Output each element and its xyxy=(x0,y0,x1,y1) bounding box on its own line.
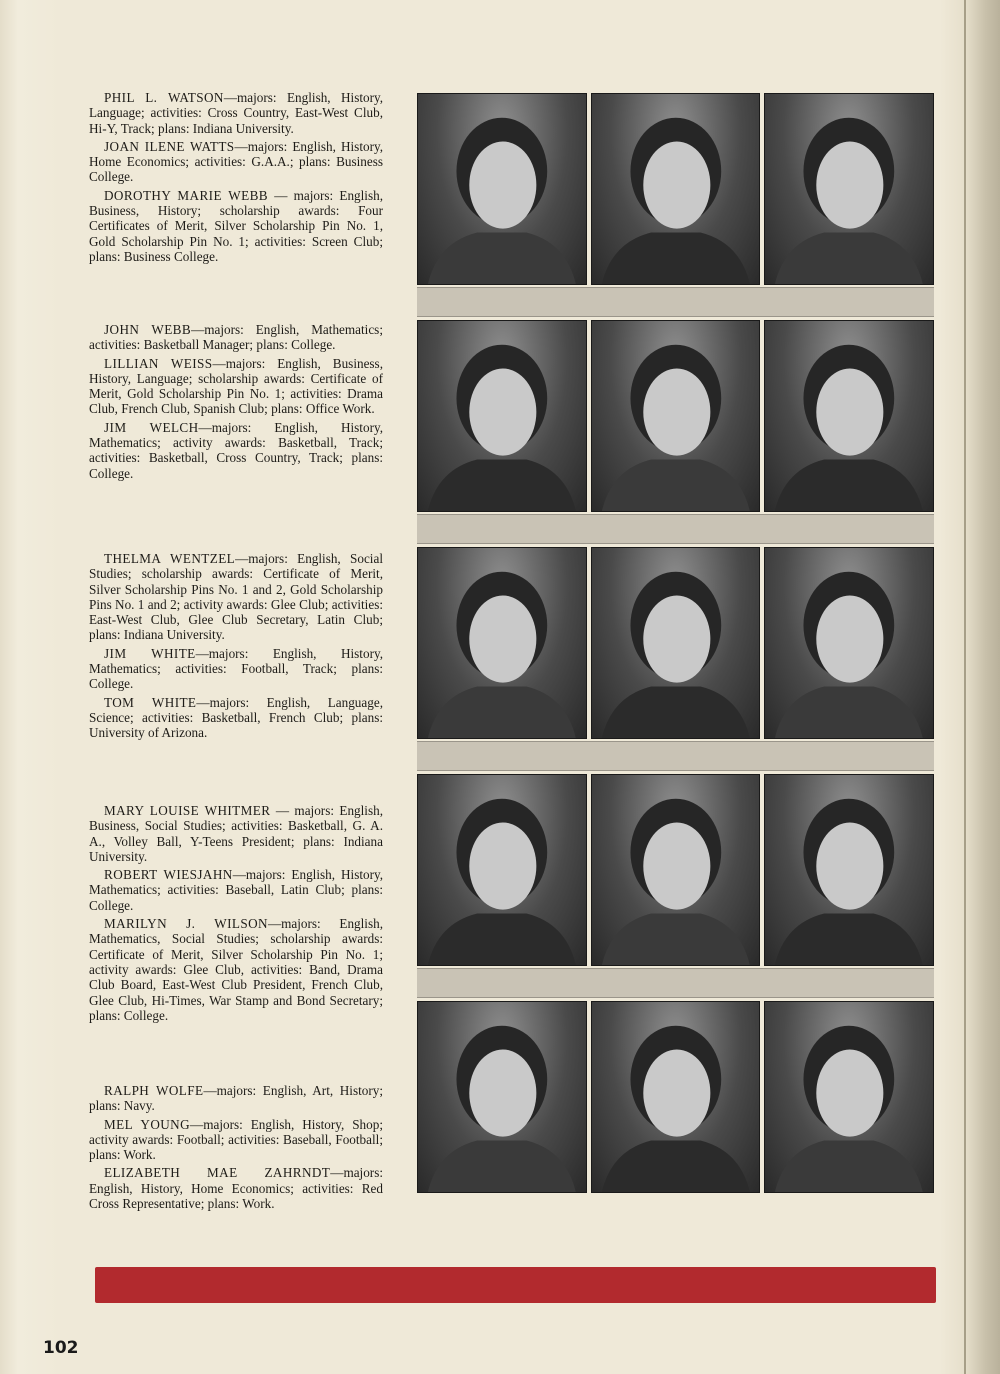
binding-edge xyxy=(964,0,966,1374)
student-details: —majors: English, History, Home Economics; activities: G.A.A.; plans: Business College. xyxy=(89,138,383,185)
student-entry xyxy=(89,420,383,481)
student-portrait xyxy=(764,93,934,285)
student-name: JIM WELCH xyxy=(104,419,199,435)
student-entry xyxy=(89,695,383,741)
student-details: — majors: English, Business, Social Studies; activities: Basketball, G. A. A., Volley Ball, Y-Teens President; plans: Indiana University. xyxy=(89,803,383,864)
student-name: THELMA WENTZEL xyxy=(104,551,236,566)
student-portrait xyxy=(764,774,934,966)
caption-band xyxy=(417,741,934,771)
student-entry xyxy=(89,356,383,417)
student-portrait xyxy=(417,320,587,512)
student-portrait xyxy=(417,93,587,285)
student-name: MEL YOUNG xyxy=(104,1116,191,1132)
student-entry xyxy=(89,188,383,264)
student-portrait xyxy=(417,1001,587,1193)
student-name: LILLIAN WEISS xyxy=(104,355,213,371)
portrait-silhouette xyxy=(765,548,933,738)
decorative-red-bar xyxy=(95,1267,936,1303)
student-portrait xyxy=(591,1001,761,1193)
student-portrait xyxy=(764,547,934,739)
entry-group-1 xyxy=(89,90,383,267)
student-entry xyxy=(89,90,383,136)
student-details: —majors: English, History, Mathematics; activities: Football, Track; plans: College. xyxy=(89,645,383,692)
portrait-silhouette xyxy=(765,1002,933,1192)
student-details: —majors: English, Art, History; plans: Navy. xyxy=(89,1083,384,1114)
student-name: MARY LOUISE WHITMER xyxy=(104,803,271,818)
student-name: ELIZABETH MAE ZAHRNDT xyxy=(104,1165,331,1181)
caption-band xyxy=(417,968,934,998)
student-name: PHIL L. WATSON xyxy=(104,90,224,105)
student-portrait xyxy=(591,320,761,512)
student-name: ROBERT WIESJAHN xyxy=(104,867,233,883)
student-name: JOHN WEBB xyxy=(104,322,192,337)
student-name: JIM WHITE xyxy=(104,645,196,661)
student-details: —majors: English, Language, Science; activities: Basketball, French Club; plans: University of Arizona. xyxy=(89,694,383,741)
portrait-silhouette xyxy=(418,775,586,965)
student-portrait xyxy=(764,320,934,512)
student-portrait xyxy=(591,774,761,966)
student-entry xyxy=(89,1117,383,1163)
portrait-silhouette xyxy=(418,548,586,738)
student-entry xyxy=(89,139,383,185)
student-entry xyxy=(89,1083,383,1114)
portrait-silhouette xyxy=(418,94,586,284)
page-number: 102 xyxy=(43,1338,79,1358)
portrait-silhouette xyxy=(765,775,933,965)
entry-group-4 xyxy=(89,803,383,1026)
student-name: DOROTHY MARIE WEBB xyxy=(104,187,268,203)
student-entry xyxy=(89,803,383,864)
student-details: —majors: English, Mathematics, Social Studies; scholarship awards: Certificate of Merit, Silver Scholarship Pin No. 1; activity awards: Glee Club, activities: Band, Drama Club Board, East-West Club President, French Club, Glee Club, Hi-Times, War Stamp and Bond Secretary; plans: College. xyxy=(89,916,383,1023)
student-details: —majors: English, History, Home Economics; activities: Red Cross Representative; plans: Work. xyxy=(89,1165,383,1212)
caption-band xyxy=(417,514,934,544)
student-portrait xyxy=(591,93,761,285)
student-entry xyxy=(89,1165,383,1211)
student-details: —majors: English, History, Shop; activity awards: Football; activities: Baseball, Football; plans: Work. xyxy=(89,1116,383,1163)
student-portrait xyxy=(417,774,587,966)
student-details: —majors: English, History, Mathematics; activity awards: Basketball, Track; activities: Basketball, Cross Country, Track; plans: College. xyxy=(89,419,383,481)
student-entry xyxy=(89,646,383,692)
student-name: JOAN ILENE WATTS xyxy=(104,138,235,154)
portrait-silhouette xyxy=(592,321,760,511)
student-details: —majors: English, History, Mathematics; activities: Baseball, Latin Club; plans: College. xyxy=(89,867,384,913)
student-name: RALPH WOLFE xyxy=(104,1083,204,1098)
entry-group-3 xyxy=(89,551,383,744)
student-details: —majors: English, Business, History, Language; scholarship awards: Certificate of Merit, Gold Scholarship Pin No. 1; activities: Drama Club, French Club, Spanish Club; plans: Office Work. xyxy=(89,355,383,417)
portrait-silhouette xyxy=(418,321,586,511)
portrait-silhouette xyxy=(765,321,933,511)
student-entry xyxy=(89,322,383,353)
entry-group-2 xyxy=(89,322,383,484)
student-details: —majors: English, Mathematics; activities: Basketball Manager; plans: College. xyxy=(89,322,383,353)
student-portrait xyxy=(417,547,587,739)
student-name: TOM WHITE xyxy=(104,694,197,710)
portrait-silhouette xyxy=(592,94,760,284)
student-details: —majors: English, History, Language; activities: Cross Country, East-West Club, Hi-Y, Track; plans: Indiana University. xyxy=(89,90,384,136)
student-details: — majors: English, Business, History; scholarship awards: Four Certificates of Merit, Silver Scholarship Pin No. 1, Gold Scholarship Pin No. 1; activities: Screen Club; plans: Business College. xyxy=(89,187,383,264)
student-name: MARILYN J. WILSON xyxy=(104,916,268,932)
entry-group-5 xyxy=(89,1083,383,1214)
student-portrait xyxy=(764,1001,934,1193)
portrait-silhouette xyxy=(592,1002,760,1192)
portrait-silhouette xyxy=(592,548,760,738)
student-portrait xyxy=(591,547,761,739)
caption-band xyxy=(417,287,934,317)
student-entry xyxy=(89,916,383,1023)
student-details: —majors: English, Social Studies; scholarship awards: Certificate of Merit, Silver Scholarship Pins No. 1 and 2, Gold Scholarship Pins No. 1 and 2; activity awards: Glee Club; activities: East-West Club, Glee Club Secretary, Latin Club; plans: Indiana University. xyxy=(89,551,383,643)
portrait-silhouette xyxy=(765,94,933,284)
portrait-silhouette xyxy=(592,775,760,965)
student-entry xyxy=(89,867,383,913)
student-entry xyxy=(89,551,383,643)
portrait-silhouette xyxy=(418,1002,586,1192)
